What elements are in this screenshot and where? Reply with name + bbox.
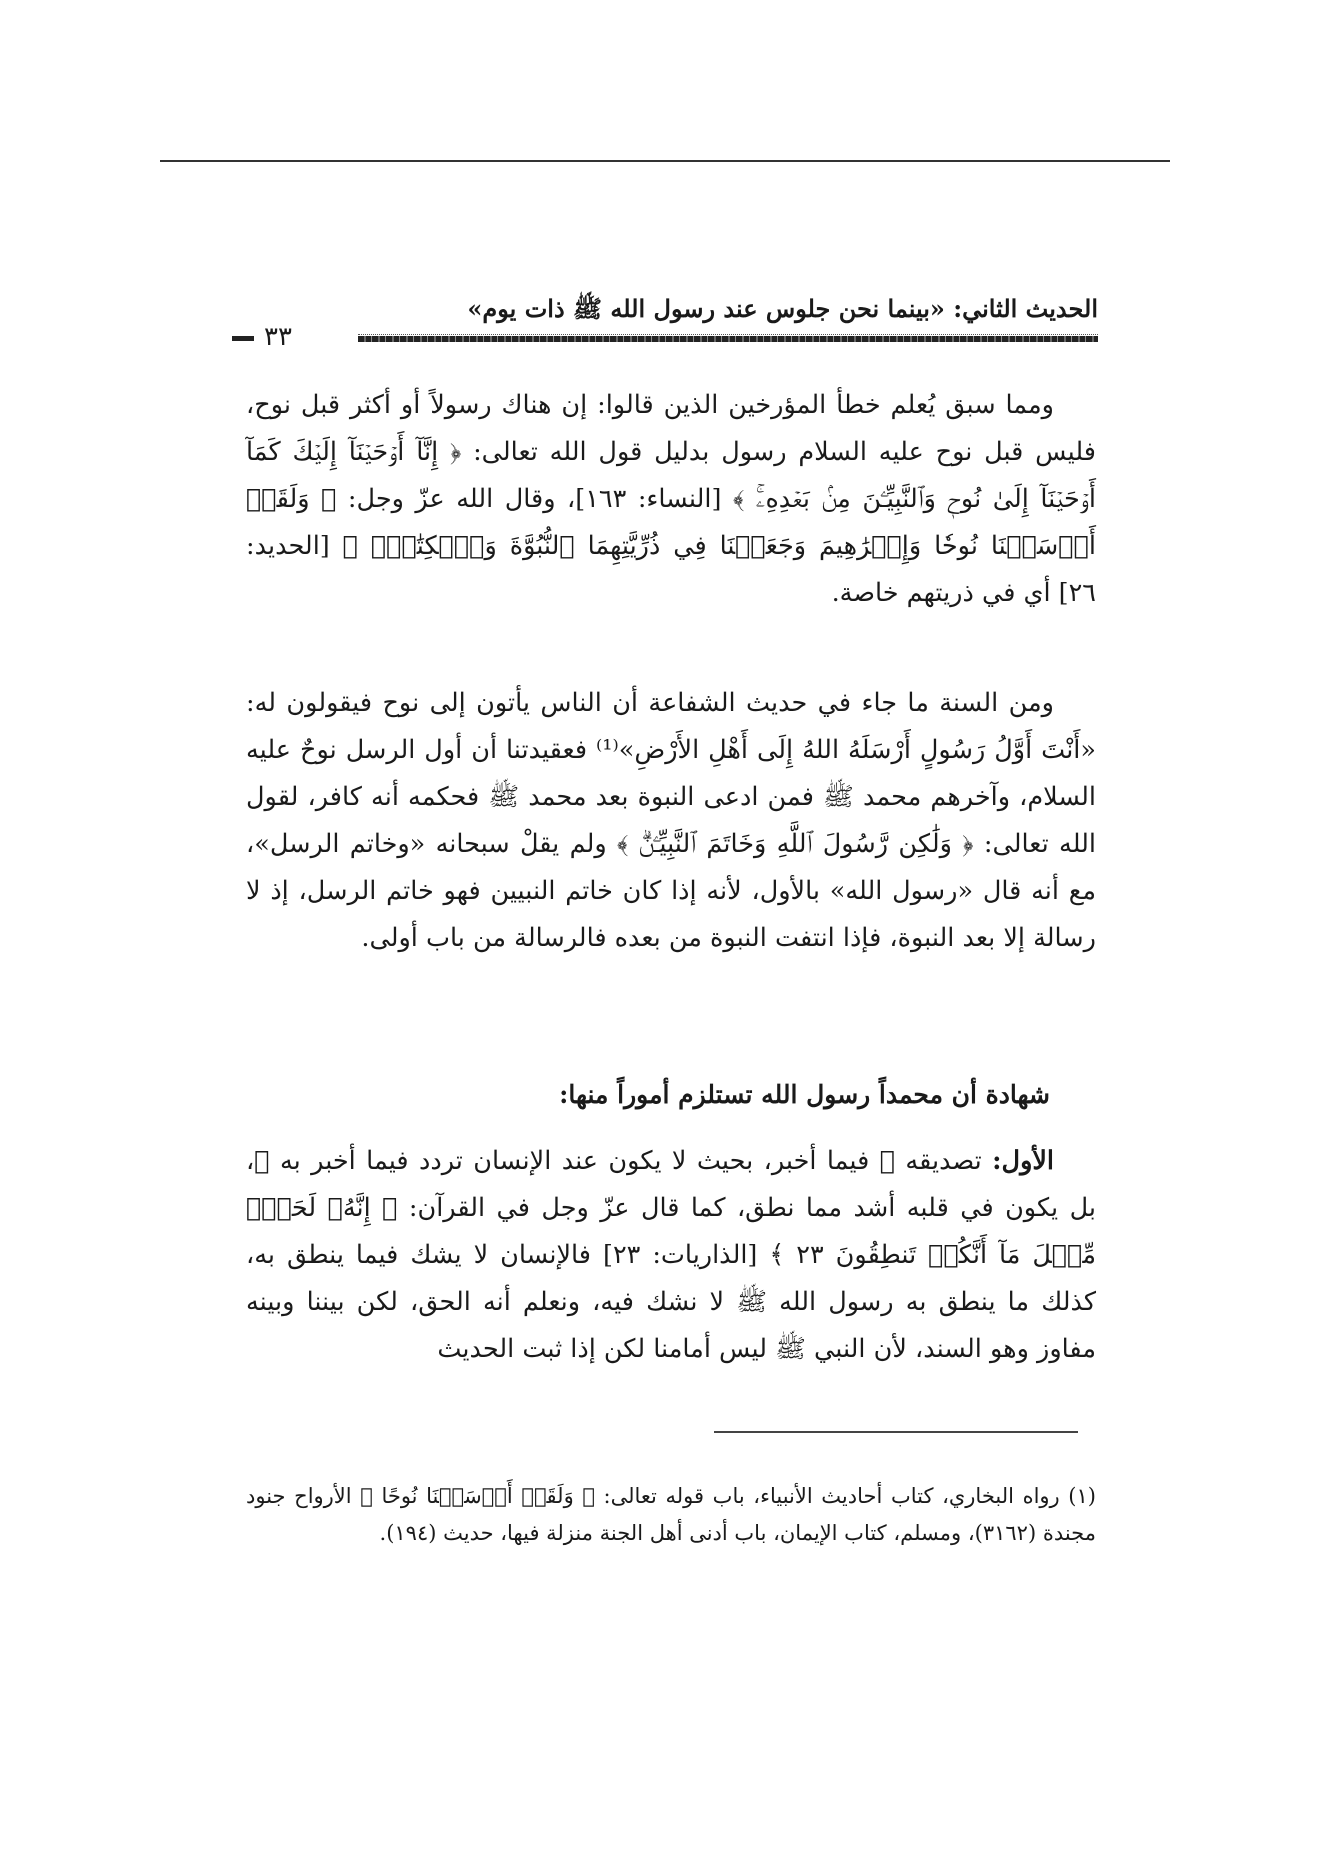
footnote-rule	[714, 1431, 1078, 1433]
paragraph-3-lead: الأول:	[992, 1146, 1055, 1176]
paragraph-1	[246, 382, 1096, 617]
paragraph-2-text: ومن السنة ما جاء في حديث الشفاعة أن الناس يأتون إلى نوح فيقولون له: «أَنْتَ أَوَّلُ رَسُولٍ أَرْسَلَهُ اللهُ إِلَى أَهْلِ الأَرْضِ»⁽¹⁾ فعقيدتنا أن أول الرسل نوحٌ عليه السلام، وآخرهم محمد ﷺ فمن ادعى النبوة بعد محمد ﷺ فحكمه أنه كافر، لقول الله تعالى: ﴿ وَلَٰكِن رَّسُولَ ٱللَّهِ وَخَاتَمَ ٱلنَّبِيِّـۧنَۗ ﴾ ولم يقلْ سبحانه «وخاتم الرسل»، مع أنه قال «رسول الله» بالأول، لأنه إذا كان خاتم النبيين فهو خاتم الرسل، إذ لا رسالة إلا بعد النبوة، فإذا انتفت النبوة من بعده فالرسالة من باب أولى.	[246, 688, 1096, 953]
paragraph-3	[246, 1138, 1096, 1373]
page-number-mark	[232, 336, 254, 341]
footnote	[246, 1478, 1096, 1552]
running-header: الحديث الثاني: «بينما نحن جلوس عند رسول الله ﷺ ذات يوم»	[467, 294, 1098, 323]
section-subheading: شهادة أن محمداً رسول الله تستلزم أموراً منها:	[559, 1080, 1050, 1109]
paragraph-2	[246, 680, 1096, 962]
top-rule	[160, 160, 1170, 162]
header-rule-dotted	[358, 334, 1098, 335]
paragraph-3-text	[246, 1138, 1096, 1373]
page-number	[232, 322, 342, 352]
paragraph-1-text: ومما سبق يُعلم خطأ المؤرخين الذين قالوا: إن هناك رسولاً أو أكثر قبل نوح، فليس قبل نوح عليه السلام رسول بدليل قول الله تعالى: ﴿ إِنَّآ أَوۡحَيۡنَآ إِلَيۡكَ كَمَآ أَوۡحَيۡنَآ إِلَىٰ نُوحٖ وَٱلنَّبِيِّـۧنَ مِنۢ بَعۡدِهِۦۚ ﴾ [النساء: ١٦٣]، وقال الله عزّ وجل: ﴿ وَلَقَدۡ أَرۡسَلۡنَا نُوحٗا وَإِبۡرَٰهِيمَ وَجَعَلۡنَا فِي ذُرِّيَّتِهِمَا ٱلنُّبُوَّةَ وَٱلۡكِتَٰبَۖ ﴾ [الحديد: ٢٦] أي في ذريتهم خاصة.	[246, 390, 1096, 608]
header-rule	[358, 336, 1098, 342]
footnote-text: (١) رواه البخاري، كتاب أحاديث الأنبياء، باب قوله تعالى: ﴿ وَلَقَدۡ أَرۡسَلۡنَا نُوحًا ﴾ الأرواح جنود مجندة (٣١٦٢)، ومسلم، كتاب الإيمان، باب أدنى أهل الجنة منزلة فيها، حديث (١٩٤).	[246, 1484, 1096, 1545]
paragraph-3-body: تصديقه ﷺ فيما أخبر، بحيث لا يكون عند الإنسان تردد فيما أخبر به ﷺ، بل يكون في قلبه أشد مما نطق، كما قال عزّ وجل في القرآن: ﴿ إِنَّهُۥ لَحَقّٞ مِّثۡلَ مَآ أَنَّكُمۡ تَنطِقُونَ ٢٣ ﴾ [الذاريات: ٢٣] فالإنسان لا يشك فيما ينطق به، كذلك ما ينطق به رسول الله ﷺ لا نشك فيه، ونعلم أنه الحق، لكن بيننا وبينه مفاوز وهو السند، لأن النبي ﷺ ليس أمامنا لكن إذا ثبت الحديث	[246, 1146, 1096, 1364]
page-number-value: ٣٣	[264, 322, 292, 352]
